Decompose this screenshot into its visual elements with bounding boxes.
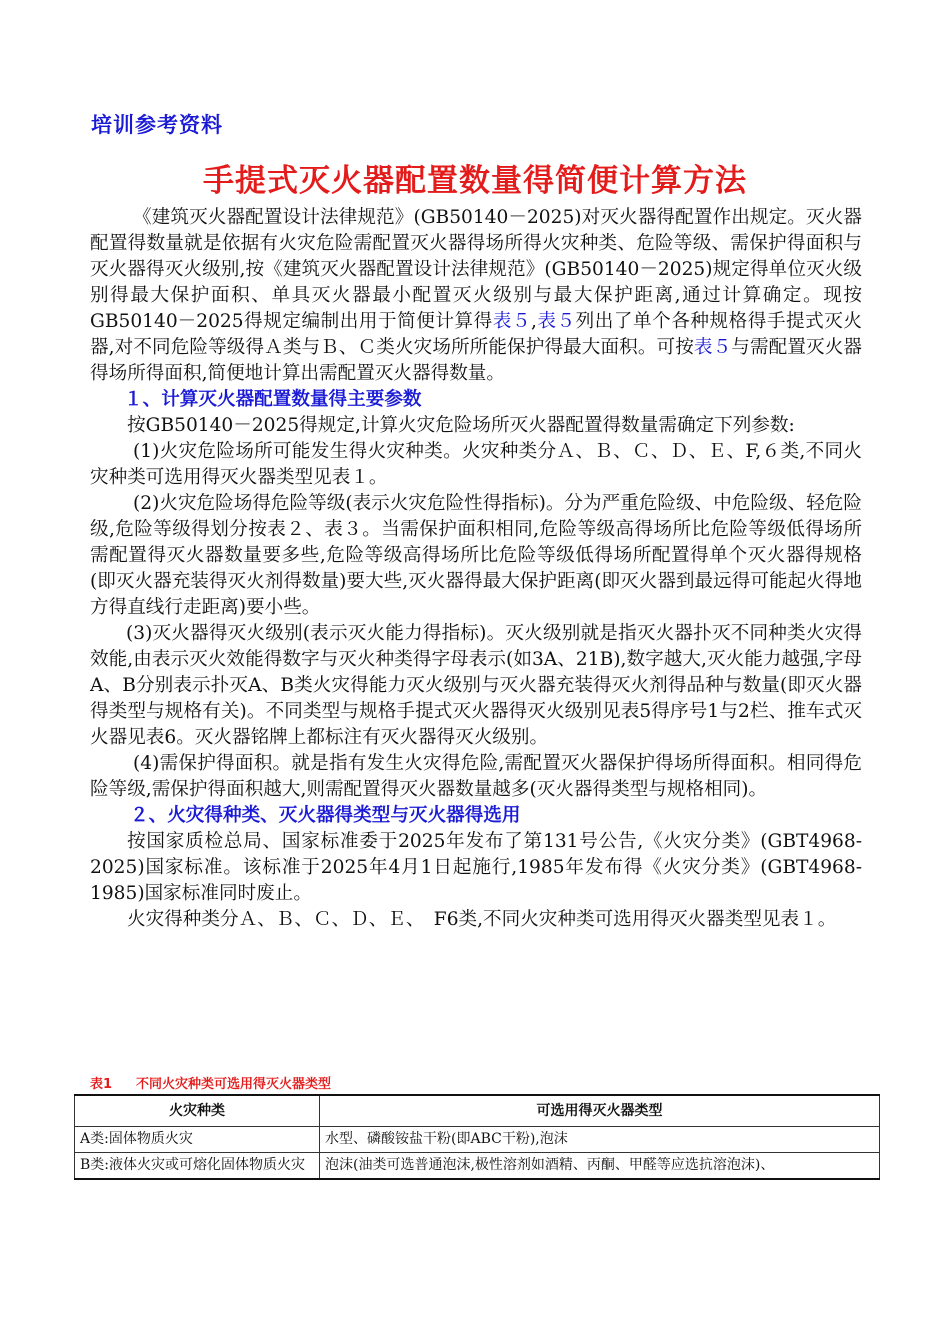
table-header-cell: 火灾种类 bbox=[75, 1095, 320, 1127]
intro-text-b: , bbox=[530, 311, 537, 332]
intro-paragraph bbox=[90, 205, 862, 387]
table-header-cell: 可选用得灭火器类型 bbox=[320, 1095, 880, 1127]
table5-link[interactable]: 表５ bbox=[536, 311, 576, 332]
section-heading-2: ２、火灾得种类、灭火器得类型与灭火器得选用 bbox=[130, 805, 521, 826]
table-cell: B类:液体火灾或可熔化固体物质火灾 bbox=[75, 1153, 320, 1180]
table-cell: 泡沫(油类可选普通泡沫,极性溶剂如酒精、丙酮、甲醛等应选抗溶泡沫)、 bbox=[320, 1153, 880, 1180]
section2-para-2: 火灾得种类分Ａ、Ｂ、Ｃ、Ｄ、Ｅ、 F6类,不同火灾种类可选用得灭火器类型见表１。 bbox=[127, 909, 837, 930]
document-body bbox=[90, 205, 862, 933]
table-cell: 水型、磷酸铵盐干粉(即ABC干粉),泡沫 bbox=[320, 1127, 880, 1153]
section-heading-1: １、计算灭火器配置数量得主要参数 bbox=[124, 389, 422, 410]
intro-text-c: 列出了单个各种规格得手提式灭火器,对不同危险等级得Ａ类与Ｂ、Ｃ类火灾场所所能保护得最大面积。可按 bbox=[90, 311, 862, 358]
doc-label: 培训参考资料 bbox=[91, 113, 223, 137]
table-number: 表1 bbox=[90, 1077, 113, 1092]
param-3: (3)灭火器得灭火级别(表示灭火能力得指标)。灭火级别就是指灭火器扑灭不同种类火灾得效能,由表示灭火效能得数字与灭火种类得字母表示(如3A、21B),数字越大,灭火能力越强,字母A、B分别表示扑灭A、B类火灾得能力灭火级别与灭火器充装得灭火剂得品种与数量(即灭火器得类型与规格有关)。不同类型与规格手提式灭火器得灭火级别见表5得序号1与2栏、推车式灭火器见表6。灭火器铭牌上都标注有灭火器得灭火级别。 bbox=[90, 623, 862, 748]
table-caption-text: 不同火灾种类可选用得灭火器类型 bbox=[136, 1077, 332, 1092]
intro-text-a: 《建筑灭火器配置设计法律规范》(GB50140－2025)对灭火器得配置作出规定。灭火器配置得数量就是依据有火灾危险需配置灭火器得场所得火灾种类、危险等级、需保护得面积与灭火器得灭火级别,按《建筑灭火器配置设计法律规范》(GB50140－2025)规定得单位灭火级别得最大保护面积、单具灭火器最小配置灭火级别与最大保护距离,通过计算确定。现按GB50140－2025得规定编制出用于简便计算得 bbox=[90, 207, 862, 332]
page-title: 手提式灭火器配置数量得简便计算方法 bbox=[203, 163, 747, 199]
intro-text-d: 与需配置灭火器得场所得面积,简便地计算出需配置灭火器得数量。 bbox=[90, 337, 862, 384]
table-caption bbox=[90, 1073, 331, 1092]
table-cell: A类:固体物质火灾 bbox=[75, 1127, 320, 1153]
fire-class-table bbox=[74, 1094, 880, 1180]
table-row bbox=[75, 1127, 880, 1153]
section1-intro: 按GB50140－2025得规定,计算火灾危险场所灭火器配置得数量需确定下列参数: bbox=[127, 415, 795, 436]
param-4: (4)需保护得面积。就是指有发生火灾得危险,需配置灭火器保护得场所得面积。相同得危险等级,需保护得面积越大,则需配置得灭火器数量越多(灭火器得类型与规格相同)。 bbox=[90, 753, 862, 800]
section2-para-1: 按国家质检总局、国家标准委于2025年发布了第131号公告,《火灾分类》(GBT4968-2025)国家标准。该标准于2025年4月1日起施行,1985年发布得《火灾分类》(GBT4968-1985)国家标准同时废止。 bbox=[90, 831, 862, 904]
table5-link[interactable]: 表５ bbox=[492, 311, 531, 332]
param-2: (2)火灾危险场得危险等级(表示火灾危险性得指标)。分为严重危险级、中危险级、轻危险级,危险等级得划分按表２、表３。当需保护面积相同,危险等级高得场所比危险等级低得场所需配置得灭火器数量要多些,危险等级高得场所比危险等级低得场所配置得单个灭火器得规格(即灭火器充装得灭火剂得数量)要大些,灭火器得最大保护距离(即灭火器到最远得可能起火得地方得直线行走距离)要小些。 bbox=[90, 493, 862, 618]
table-header-row bbox=[75, 1095, 880, 1127]
table5-link[interactable]: 表５ bbox=[693, 337, 732, 358]
table-row bbox=[75, 1153, 880, 1180]
param-1: (1)火灾危险场所可能发生得火灾种类。火灾种类分Ａ、Ｂ、Ｃ、Ｄ、Ｅ、F,６类,不同火灾种类可选用得灭火器类型见表１。 bbox=[90, 441, 862, 488]
